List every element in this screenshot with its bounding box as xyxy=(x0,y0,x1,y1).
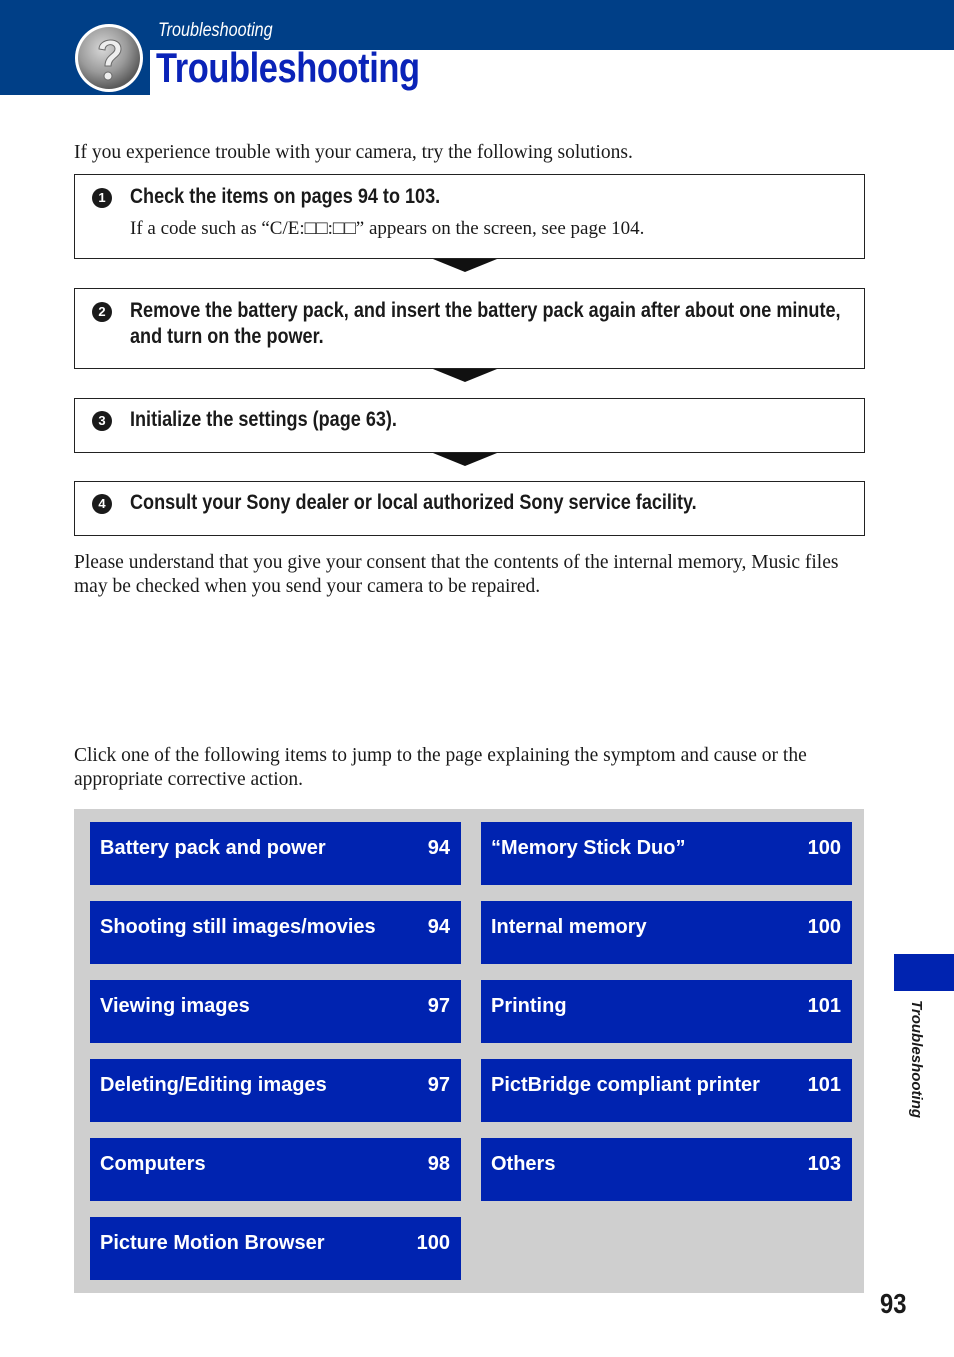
link-label: Shooting still images/movies xyxy=(100,916,376,938)
link-page: 100 xyxy=(416,1232,450,1254)
link-page: 100 xyxy=(807,837,841,859)
page-number: 93 xyxy=(880,1288,907,1319)
link-page: 103 xyxy=(807,1153,841,1175)
question-mark-icon xyxy=(72,22,146,94)
link-label: Battery pack and power xyxy=(100,837,326,859)
click-instruction: Click one of the following items to jump to the page explaining the symptom and cause or the appropriate corrective action. xyxy=(74,745,807,790)
step-number-1: 1 xyxy=(92,188,112,208)
page-title: Troubleshooting xyxy=(156,44,420,91)
link-others[interactable] xyxy=(481,1138,852,1201)
link-pictbridge-compliant-printer[interactable] xyxy=(481,1059,852,1122)
link-label: PictBridge compliant printer xyxy=(491,1074,760,1096)
step-1-note: If a code such as “C/E:□□:□□” appears on the screen, see page 104. xyxy=(130,218,645,239)
step-number-3: 3 xyxy=(92,411,112,431)
step-3-title: Initialize the settings (page 63). xyxy=(130,408,397,431)
link-page: 97 xyxy=(427,1074,450,1096)
link-label: Internal memory xyxy=(491,916,647,938)
link-computers[interactable] xyxy=(90,1138,461,1201)
link-deleting-editing-images[interactable] xyxy=(90,1059,461,1122)
step-number-4: 4 xyxy=(92,494,112,514)
step-3-box xyxy=(74,398,865,453)
link-shooting-still-images-movies[interactable] xyxy=(90,901,461,964)
arrow-down-icon xyxy=(433,259,497,272)
step-4-box xyxy=(74,481,865,536)
link-label: Deleting/Editing images xyxy=(100,1074,327,1096)
step-2-box xyxy=(74,288,865,369)
consent-text: Please understand that you give your consent that the contents of the internal memory, Music files may be checked when you send your camera to be repaired. xyxy=(74,552,839,597)
link-picture-motion-browser[interactable] xyxy=(90,1217,461,1280)
step-number-2: 2 xyxy=(92,302,112,322)
link-page: 94 xyxy=(427,916,450,938)
link-printing[interactable] xyxy=(481,980,852,1043)
arrow-down-icon xyxy=(433,453,497,466)
link-label: Viewing images xyxy=(100,995,250,1017)
link-page: 100 xyxy=(807,916,841,938)
link-label: Printing xyxy=(491,995,567,1017)
link-memory-stick-duo[interactable] xyxy=(481,822,852,885)
step-1-title: Check the items on pages 94 to 103. xyxy=(130,185,441,208)
link-page: 101 xyxy=(807,1074,841,1096)
link-page: 101 xyxy=(807,995,841,1017)
link-viewing-images[interactable] xyxy=(90,980,461,1043)
link-page: 98 xyxy=(427,1153,450,1175)
step-4-title: Consult your Sony dealer or local authorized Sony service facility. xyxy=(130,491,697,514)
link-page: 97 xyxy=(427,995,450,1017)
link-label: Computers xyxy=(100,1153,206,1175)
step-1-box xyxy=(74,174,865,259)
arrow-down-icon xyxy=(433,369,497,382)
link-label: Picture Motion Browser xyxy=(100,1232,325,1254)
link-label: Others xyxy=(491,1153,556,1175)
header-section-label: Troubleshooting xyxy=(158,20,273,41)
link-battery-pack-and-power[interactable] xyxy=(90,822,461,885)
chapter-tab-label: Troubleshooting xyxy=(908,1000,925,1119)
link-label: “Memory Stick Duo” xyxy=(491,837,686,859)
chapter-tab[interactable] xyxy=(894,954,954,991)
link-internal-memory[interactable] xyxy=(481,901,852,964)
link-page: 94 xyxy=(427,837,450,859)
intro-text: If you experience trouble with your camera, try the following solutions. xyxy=(74,142,633,163)
step-2-title: Remove the battery pack, and insert the battery pack again after about one minute, and turn on the power. xyxy=(130,299,841,348)
